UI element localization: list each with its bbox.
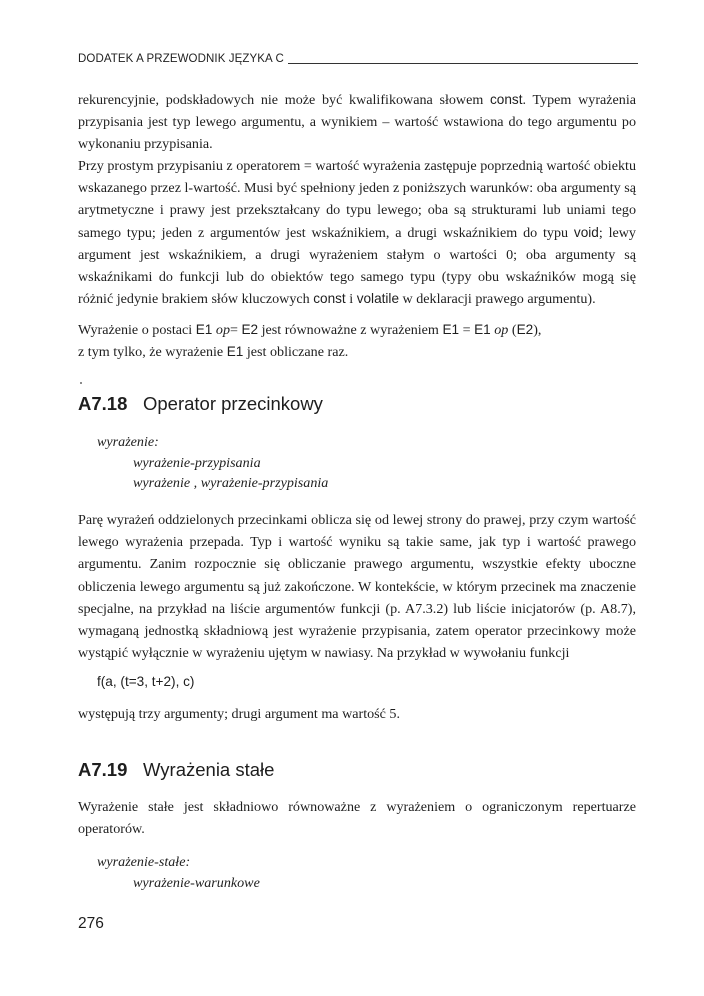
running-head	[78, 50, 638, 66]
text: Wyrażenie o postaci	[78, 322, 196, 338]
page-number: 276	[78, 915, 104, 932]
op-symbol: op	[215, 322, 230, 338]
keyword-const: const	[490, 92, 523, 107]
op-symbol: op	[494, 322, 509, 338]
text: i	[345, 291, 357, 308]
paragraph-simple-assignment	[78, 155, 636, 310]
grammar-line: wyrażenie-przypisania	[133, 455, 261, 471]
text: ),	[533, 322, 542, 338]
section-heading-a7-19	[78, 759, 274, 781]
text: jest równoważne z wyrażeniem	[258, 322, 443, 338]
section-title: Wyrażenia stałe	[143, 759, 275, 780]
paragraph-compound-assignment	[78, 319, 636, 363]
expr-e1: E1	[442, 322, 460, 337]
expr-e1: E1	[474, 322, 491, 337]
expr-e2: E2	[241, 322, 259, 337]
running-head-title: DODATEK A PRZEWODNIK JĘZYKA C	[78, 53, 284, 65]
section-title: Operator przecinkowy	[143, 393, 323, 414]
stray-dot	[80, 382, 82, 384]
code-example: f(a, (t=3, t+2), c)	[97, 674, 195, 689]
grammar-line: wyrażenie , wyrażenie-przypisania	[133, 475, 329, 491]
running-head-rule	[288, 63, 638, 64]
grammar-head: wyrażenie-stałe:	[97, 854, 191, 870]
paragraph-constant-expression: Wyrażenie stałe jest składniowo równoważne z wyrażeniem o ograniczonym repertuarze operatorów.	[78, 799, 636, 838]
grammar-line: wyrażenie-warunkowe	[133, 875, 260, 891]
text: rekurencyjnie, podskładowych nie może być kwalifikowana słowem	[78, 92, 490, 108]
expr-e1: E1	[195, 322, 213, 337]
text: jest obliczane raz.	[243, 344, 349, 361]
text: (	[508, 322, 517, 338]
expr-e2: E2	[516, 322, 534, 337]
text: . Typem wyrażenia przypisania jest typ lewego argumentu, a wynikiem – wartość wstawiona do tego argumentu po wykonaniu przypisania.	[78, 92, 636, 153]
expr-e1: E1	[226, 344, 244, 360]
text: w deklaracji prawego argumentu).	[399, 291, 596, 308]
keyword-volatile: volatile	[356, 291, 400, 307]
text: z tym tylko, że wyrażenie	[78, 344, 227, 361]
section-number: A7.18	[78, 393, 128, 414]
paragraph-assignment-type	[78, 89, 636, 156]
section-number: A7.19	[78, 759, 128, 780]
paragraph-comma-operator: Parę wyrażeń oddzielonych przecinkami oblicza się od lewej strony do prawej, przy czym wartość lewego wyrażenia przepada. Typ i wartość wyniku są takie same, jak typ i wartość prawego argumentu. Zanim rozpocznie się obliczanie prawego argumentu, wszystkie efekty uboczne obliczenia lewego argumentu są już zakończone. W kontekście, w którym przecinek ma znaczenie specjalne, na przykład na liście argumentów funkcji (p. A7.3.2) lub liście inicjatorów (p. A8.7), wymaganą jednostką składniową jest wyrażenie przypisania, zatem operator przecinkowy może wystąpić wyłącznie w wyrażeniu ujętym w nawiasy. Na przykład w wywołaniu funkcji	[78, 512, 636, 662]
keyword-void: void	[573, 224, 599, 240]
paragraph-comma-example: występują trzy argumenty; drugi argument ma wartość 5.	[78, 706, 400, 722]
text: ; lewy argument jest wskaźnikiem, a drugi wyrażeniem stałym o wartości 0; oba argumenty są wskaźnikami do funkcji lub do obiektów tego samego typu (typy obu wskaźników mogą się różnić jedynie brakiem słów kluczowych	[78, 224, 636, 308]
text: =	[229, 322, 242, 338]
text: =	[459, 322, 475, 338]
grammar-head: wyrażenie:	[97, 434, 159, 450]
text: Przy prostym przypisaniu z operatorem = wartość wyrażenia zastępuje poprzednią wartość obiektu wskazanego przez l-wartość. Musi być spełniony jeden z poniższych warunków: oba argumenty są arytmetyczne i prawy jest przekształcany do typu lewego; oba są strukturami lub uniami tego samego typu; jeden z argumentów jest wskaźnikiem, a drugi wskaźnikiem do typu	[78, 158, 636, 241]
section-heading-a7-18	[78, 393, 323, 415]
keyword-const: const	[313, 291, 346, 307]
